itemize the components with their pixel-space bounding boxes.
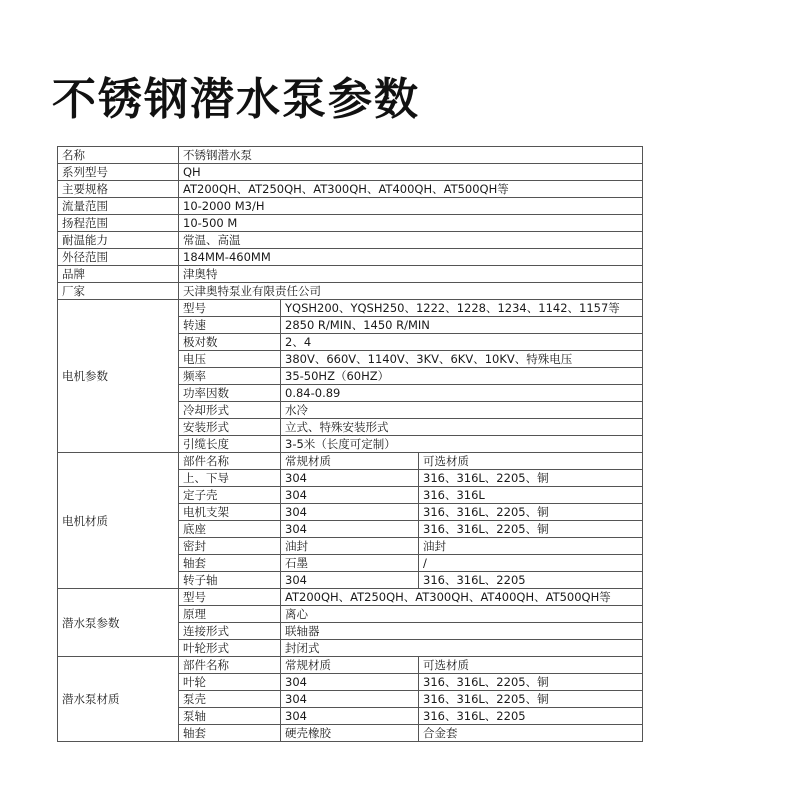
part-name: 叶轮 <box>179 674 281 691</box>
row-value: 10-500 M <box>179 215 643 232</box>
table-row <box>58 147 643 164</box>
param-value: 封闭式 <box>281 640 643 657</box>
table-row <box>58 181 643 198</box>
table-row <box>58 164 643 181</box>
row-label: 主要规格 <box>58 181 179 198</box>
optional-material: 316、316L、2205、铜 <box>419 691 643 708</box>
optional-material: / <box>419 555 643 572</box>
param-value: 2850 R/MIN、1450 R/MIN <box>281 317 643 334</box>
row-label: 厂家 <box>58 283 179 300</box>
optional-material: 316、316L、2205、铜 <box>419 521 643 538</box>
param-label: 型号 <box>179 300 281 317</box>
column-header: 部件名称 <box>179 657 281 674</box>
spec-table <box>57 146 643 742</box>
optional-material: 316、316L、2205、铜 <box>419 504 643 521</box>
row-label: 耐温能力 <box>58 232 179 249</box>
param-label: 型号 <box>179 589 281 606</box>
optional-material: 316、316L、2205、铜 <box>419 674 643 691</box>
row-label: 名称 <box>58 147 179 164</box>
table-row <box>58 453 643 470</box>
row-label: 品牌 <box>58 266 179 283</box>
param-label: 连接形式 <box>179 623 281 640</box>
row-label: 扬程范围 <box>58 215 179 232</box>
param-label: 电压 <box>179 351 281 368</box>
page-title: 不锈钢潜水泵参数 <box>52 74 420 125</box>
part-name: 底座 <box>179 521 281 538</box>
row-value: QH <box>179 164 643 181</box>
row-value: 不锈钢潜水泵 <box>179 147 643 164</box>
part-name: 泵壳 <box>179 691 281 708</box>
optional-material: 316、316L <box>419 487 643 504</box>
param-value: 35-50HZ（60HZ） <box>281 368 643 385</box>
param-label: 极对数 <box>179 334 281 351</box>
param-label: 叶轮形式 <box>179 640 281 657</box>
param-value: YQSH200、YQSH250、1222、1228、1234、1142、1157等 <box>281 300 643 317</box>
part-name: 密封 <box>179 538 281 555</box>
param-value: 联轴器 <box>281 623 643 640</box>
standard-material: 304 <box>281 521 419 538</box>
row-value: AT200QH、AT250QH、AT300QH、AT400QH、AT500QH等 <box>179 181 643 198</box>
table-row <box>58 249 643 266</box>
column-header: 常规材质 <box>281 453 419 470</box>
part-name: 定子壳 <box>179 487 281 504</box>
group-label: 电机参数 <box>58 300 179 453</box>
column-header: 可选材质 <box>419 657 643 674</box>
table-row <box>58 300 643 317</box>
table-row <box>58 266 643 283</box>
table-row <box>58 657 643 674</box>
group-label: 潜水泵材质 <box>58 657 179 742</box>
part-name: 电机支架 <box>179 504 281 521</box>
standard-material: 304 <box>281 504 419 521</box>
column-header: 可选材质 <box>419 453 643 470</box>
row-value: 常温、高温 <box>179 232 643 249</box>
param-value: 3-5米（长度可定制） <box>281 436 643 453</box>
param-value: 2、4 <box>281 334 643 351</box>
param-value: AT200QH、AT250QH、AT300QH、AT400QH、AT500QH等 <box>281 589 643 606</box>
param-label: 频率 <box>179 368 281 385</box>
param-label: 转速 <box>179 317 281 334</box>
table-row <box>58 232 643 249</box>
standard-material: 石墨 <box>281 555 419 572</box>
standard-material: 油封 <box>281 538 419 555</box>
param-value: 离心 <box>281 606 643 623</box>
standard-material: 硬壳橡胶 <box>281 725 419 742</box>
param-label: 原理 <box>179 606 281 623</box>
optional-material: 油封 <box>419 538 643 555</box>
column-header: 部件名称 <box>179 453 281 470</box>
param-label: 功率因数 <box>179 385 281 402</box>
standard-material: 304 <box>281 487 419 504</box>
row-value: 184MM-460MM <box>179 249 643 266</box>
optional-material: 316、316L、2205 <box>419 572 643 589</box>
param-label: 安装形式 <box>179 419 281 436</box>
table-row <box>58 198 643 215</box>
param-value: 立式、特殊安装形式 <box>281 419 643 436</box>
param-value: 水冷 <box>281 402 643 419</box>
row-label: 系列型号 <box>58 164 179 181</box>
param-value: 380V、660V、1140V、3KV、6KV、10KV、特殊电压 <box>281 351 643 368</box>
column-header: 常规材质 <box>281 657 419 674</box>
table-row <box>58 283 643 300</box>
optional-material: 316、316L、2205、铜 <box>419 470 643 487</box>
group-label: 电机材质 <box>58 453 179 589</box>
optional-material: 316、316L、2205 <box>419 708 643 725</box>
param-label: 引缆长度 <box>179 436 281 453</box>
param-label: 冷却形式 <box>179 402 281 419</box>
table-row <box>58 589 643 606</box>
standard-material: 304 <box>281 470 419 487</box>
standard-material: 304 <box>281 691 419 708</box>
row-value: 津奥特 <box>179 266 643 283</box>
part-name: 泵轴 <box>179 708 281 725</box>
row-label: 外径范围 <box>58 249 179 266</box>
optional-material: 合金套 <box>419 725 643 742</box>
row-value: 天津奥特泵业有限责任公司 <box>179 283 643 300</box>
table-row <box>58 215 643 232</box>
standard-material: 304 <box>281 674 419 691</box>
group-label: 潜水泵参数 <box>58 589 179 657</box>
part-name: 转子轴 <box>179 572 281 589</box>
part-name: 轴套 <box>179 555 281 572</box>
part-name: 轴套 <box>179 725 281 742</box>
row-label: 流量范围 <box>58 198 179 215</box>
standard-material: 304 <box>281 708 419 725</box>
part-name: 上、下导 <box>179 470 281 487</box>
row-value: 10-2000 M3/H <box>179 198 643 215</box>
param-value: 0.84-0.89 <box>281 385 643 402</box>
standard-material: 304 <box>281 572 419 589</box>
